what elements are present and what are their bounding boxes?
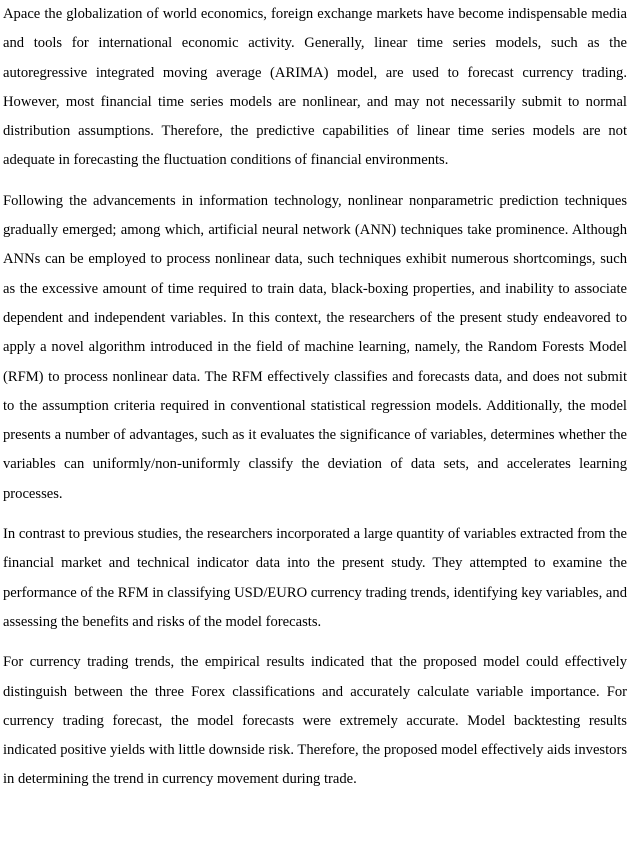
paragraph-3: In contrast to previous studies, the researchers incorporated a large quantity of variables extracted from the financial market and technical indicator data into the present study. They attempted to examine the performance of the RFM in classifying USD/EURO currency trading trends, identifying key variables, and assessing the benefits and risks of the model forecasts. (3, 526, 627, 630)
paragraph-2: Following the advancements in information technology, nonlinear nonparametric prediction techniques gradually emerged; among which, artificial neural network (ANN) techniques take prominence. Although ANNs can be employed to process nonlinear data, such techniques exhibit numerous shortcomings, such as the excessive amount of time required to train data, black-boxing properties, and inability to associate dependent and independent variables. In this context, the researchers of the present study endeavored to apply a novel algorithm introduced in the field of machine learning, namely, the Random Forests Model (RFM) to process nonlinear data. The RFM effectively classifies and forecasts data, and does not submit to the assumption criteria required in conventional statistical regression models. Additionally, the model presents a number of advantages, such as it evaluates the significance of variables, determines whether the variables can uniformly/non-uniformly classify the deviation of data sets, and accelerates learning processes. (3, 192, 627, 502)
paragraph-1: Apace the globalization of world economics, foreign exchange markets have become indispensable media and tools for international economic activity. Generally, linear time series models, such as the autoregressive integrated moving average (ARIMA) model, are used to forecast currency trading. However, most financial time series models are nonlinear, and may not necessarily submit to normal distribution assumptions. Therefore, the predictive capabilities of linear time series models are not adequate in forecasting the fluctuation conditions of financial environments. (3, 6, 627, 169)
paragraph-4: For currency trading trends, the empirical results indicated that the proposed model could effectively distinguish between the three Forex classifications and accurately calculate variable importance. For currency trading forecast, the model forecasts were extremely accurate. Model backtesting results indicated positive yields with little downside risk. Therefore, the proposed model effectively aids investors in determining the trend in currency movement during trade. (3, 654, 627, 788)
